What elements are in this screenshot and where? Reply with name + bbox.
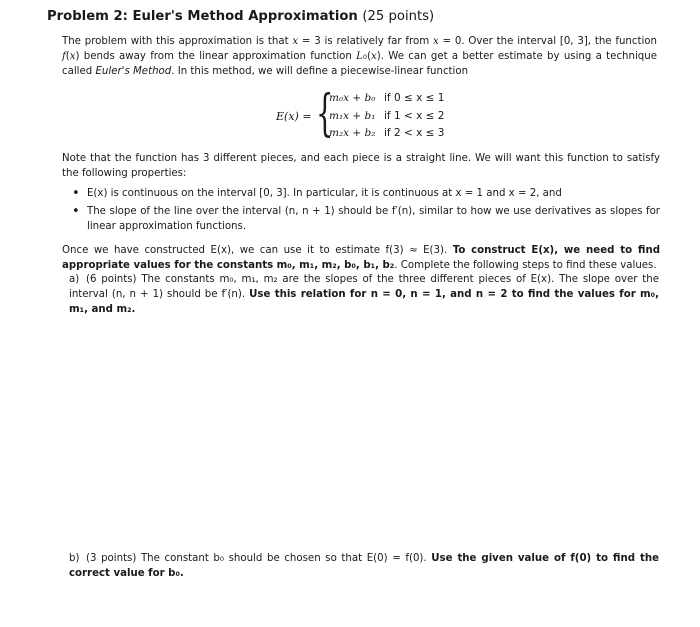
intro-text-8: . In this method, we will define a piecewise-linear function [171,66,469,77]
intro-paragraph [62,34,657,79]
problem-title-main: Problem 2: Euler's Method Approximation [47,9,358,24]
left-brace-icon: { [316,84,334,142]
part-b-plain: (3 points) The constant b₀ should be chosen so that E(0) = f(0). [86,553,432,564]
intro-math-5: L [356,51,363,62]
case-cond-1: if 1 < x ≤ 2 [384,110,445,122]
construct-plain: Once we have constructed E(x), we can use it to estimate f(3) ≈ E(3). [62,245,453,256]
part-a-label: a) [69,274,80,285]
construct-paragraph [62,243,660,273]
intro-math-4: x [69,51,76,62]
intro-text-3: = 0. Over the interval [0, 3], the function [438,36,657,47]
problem-title [47,9,434,24]
piecewise-label: E(x) = [276,110,312,123]
part-a-plain: (6 points) The constants m₀, m₁, m₂ are the slopes of the three different pieces of E(x). The slope over the interval (n, n + 1) should be f′(n). [69,274,659,300]
intro-math-2: x [432,36,439,47]
case-expr-0: m₀x + b₀ [329,92,376,104]
property-item-slope: • The slope of the line over the interval (n, n + 1) should be f′(n), similar to how we use derivatives as slopes for linear approximation functions. [62,204,660,234]
properties-note: Note that the function has 3 different pieces, and each piece is a straight line. We will want this function to satisfy the following properties: [62,153,660,179]
intro-text-2: = 3 is relatively far from [298,36,433,47]
intro-math-1: x [292,36,299,47]
eulers-method-term: Euler's Method [95,66,172,77]
intro-text-4: ( [65,51,70,62]
part-b-label: b) [69,553,80,564]
part-a-bold: Use this relation for n = 0, n = 1, and n = 2 to find the values for m₀, m₁, and m₂. [69,289,659,315]
part-a [69,272,659,317]
intro-text-6: ₀( [362,51,371,62]
intro-math-3: f [62,51,66,62]
intro-math-6: x [370,51,377,62]
property-item-continuity: • E(x) is continuous on the interval [0, 3]. In particular, it is continuous at x = 1 and x = 2, and [62,186,660,201]
construct-tail: . Complete the following steps to find these values. [394,260,657,271]
problem-points: (25 points) [362,9,435,24]
properties-list [62,186,660,237]
case-expr-1: m₁x + b₁ [329,110,376,122]
case-expr-2: m₂x + b₂ [329,127,376,139]
construct-bold: To construct E(x), we need to find appropriate values for the constants m₀, m₁, m₂, b₀, b₁, b₂ [62,245,660,271]
part-b [69,551,659,581]
intro-text-5: ) bends away from the linear approximation function [75,51,357,62]
part-b-bold: Use the given value of f(0) to find the correct value for b₀. [69,553,659,579]
case-cond-0: if 0 ≤ x ≤ 1 [384,92,445,104]
intro-text-1: The problem with this approximation is that [62,36,293,47]
intro-text-7: ). We can get a better estimate by using a technique called [62,51,657,77]
case-cond-2: if 2 < x ≤ 3 [384,127,445,139]
